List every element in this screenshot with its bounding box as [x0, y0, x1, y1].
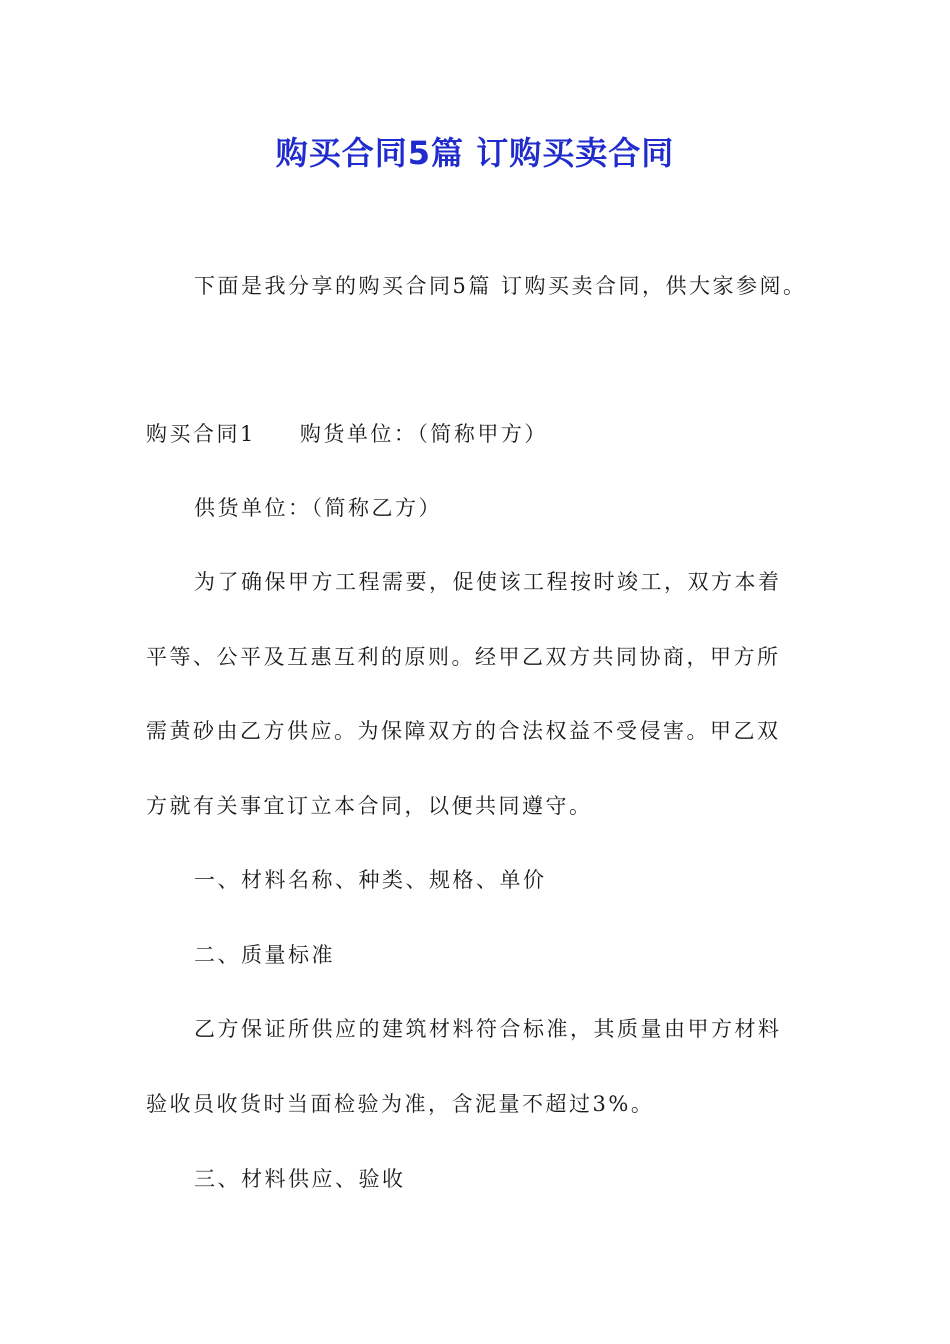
- section-heading: 二、质量标准: [194, 943, 335, 967]
- section-heading: 一、材料名称、种类、规格、单价: [194, 868, 547, 892]
- paragraph-line: 为了确保甲方工程需要，促使该工程按时竣工，双方本着: [194, 570, 782, 594]
- paragraph-line: 需黄砂由乙方供应。为保障双方的合法权益不受侵害。甲乙双: [146, 719, 781, 743]
- paragraph-line: 平等、公平及互惠互利的原则。经甲乙双方共同协商，甲方所: [146, 645, 781, 669]
- document-title: 购买合同5篇 订购买卖合同: [275, 134, 675, 172]
- intro-paragraph: 下面是我分享的购买合同5篇 订购买卖合同，供大家参阅。: [194, 274, 807, 298]
- section-label: 购买合同1: [146, 422, 256, 446]
- supplier-line: 供货单位：（简称乙方）: [194, 496, 442, 520]
- paragraph-line: 乙方保证所供应的建筑材料符合标准，其质量由甲方材料: [194, 1017, 782, 1041]
- paragraph-line: 方就有关事宜订立本合同，以便共同遵守。: [146, 794, 593, 818]
- paragraph-line: 验收员收货时当面检验为准，含泥量不超过3%。: [146, 1092, 655, 1116]
- buyer-line: 购货单位：（简称甲方）: [299, 422, 548, 446]
- section-heading: 三、材料供应、验收: [194, 1167, 406, 1191]
- contract-header-line: [146, 414, 816, 454]
